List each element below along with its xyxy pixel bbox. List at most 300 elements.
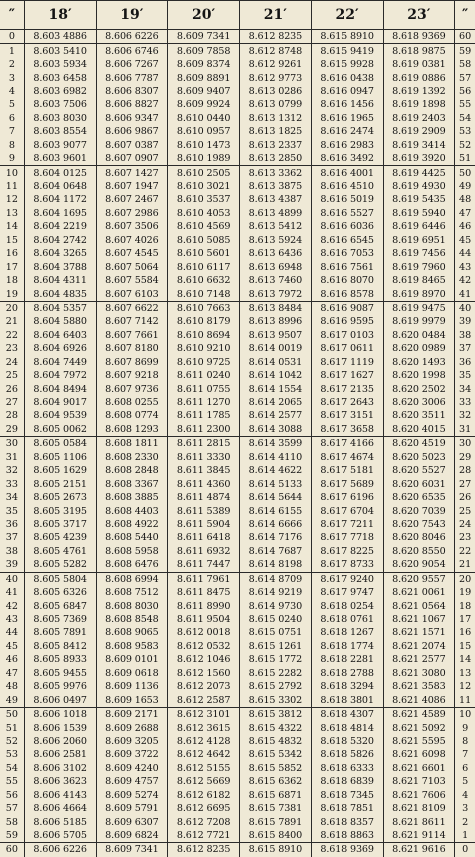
log-value: 8.606 6226	[24, 843, 96, 857]
log-value: 8.611 5904	[168, 518, 240, 531]
log-value: 8.607 0387	[96, 139, 168, 152]
log-value: 8.617 9240	[311, 572, 383, 586]
log-value: 8.619 0886	[383, 71, 455, 84]
seconds-right: 16	[455, 626, 475, 639]
seconds-left: 6	[8, 112, 15, 124]
seconds-right: 0	[455, 843, 475, 857]
log-value: 8.609 3205	[96, 735, 168, 748]
log-value: 8.617 4674	[311, 451, 383, 464]
table-row	[0, 451, 475, 464]
log-value: 8.606 4664	[24, 802, 96, 815]
log-value: 8.611 3845	[168, 464, 240, 477]
seconds-left: 17	[5, 261, 18, 273]
log-value: 8.617 7718	[311, 531, 383, 544]
log-value: 8.605 2151	[24, 477, 96, 490]
seconds-right: 18	[455, 599, 475, 612]
seconds-right: 58	[455, 58, 475, 71]
log-value: 8.611 7961	[168, 572, 240, 586]
log-value: 8.610 3537	[168, 193, 240, 206]
log-value: 8.607 5064	[96, 260, 168, 273]
log-value: 8.610 5085	[168, 234, 240, 247]
seconds-right: 34	[455, 382, 475, 395]
log-value: 8.613 2337	[240, 139, 312, 152]
log-value: 8.605 7369	[24, 613, 96, 626]
log-value: 8.618 0761	[311, 613, 383, 626]
log-value: 8.620 3006	[383, 396, 455, 409]
log-value: 8.608 5440	[96, 531, 168, 544]
log-value: 8.609 8374	[168, 58, 240, 71]
log-value: 8.613 5412	[240, 220, 312, 233]
log-value: 8.614 4622	[240, 464, 312, 477]
log-value: 8.608 9583	[96, 640, 168, 653]
log-value: 8.621 2577	[383, 653, 455, 666]
log-value: 8.608 5958	[96, 545, 168, 558]
log-value: 8.620 9054	[383, 558, 455, 572]
log-value: 8.609 4240	[96, 762, 168, 775]
log-value: 8.603 5934	[24, 58, 96, 71]
log-value: 8.621 6601	[383, 762, 455, 775]
log-value: 8.609 1136	[96, 680, 168, 693]
log-value: 8.614 3088	[240, 423, 312, 437]
log-value: 8.614 5133	[240, 477, 312, 490]
seconds-right: 19	[455, 586, 475, 599]
log-value: 8.614 9730	[240, 599, 312, 612]
table-body	[0, 30, 475, 857]
log-value: 8.606 8307	[96, 85, 168, 98]
log-value: 8.619 2909	[383, 125, 455, 138]
log-value: 8.614 1554	[240, 382, 312, 395]
table-row	[0, 301, 475, 315]
seconds-right: 5	[455, 775, 475, 788]
log-value: 8.615 8400	[240, 829, 312, 843]
table-row	[0, 260, 475, 273]
log-value: 8.615 0240	[240, 613, 312, 626]
seconds-right: 28	[455, 464, 475, 477]
table-row	[0, 613, 475, 626]
log-value: 8.621 5595	[383, 735, 455, 748]
log-value: 8.612 8748	[240, 44, 312, 58]
log-value: 8.620 0989	[383, 342, 455, 355]
log-value: 8.620 7543	[383, 518, 455, 531]
log-value: 8.609 7341	[96, 843, 168, 857]
log-value: 8.609 6307	[96, 815, 168, 828]
log-value: 8.605 7891	[24, 626, 96, 639]
log-value: 8.610 4053	[168, 207, 240, 220]
log-value: 8.619 9979	[383, 315, 455, 328]
log-value: 8.608 8030	[96, 599, 168, 612]
log-value: 8.618 7851	[311, 802, 383, 815]
log-value: 8.620 9557	[383, 572, 455, 586]
log-value: 8.609 8891	[168, 71, 240, 84]
log-value: 8.618 1774	[311, 640, 383, 653]
log-value: 8.605 6326	[24, 586, 96, 599]
table-row	[0, 518, 475, 531]
log-value: 8.604 7972	[24, 369, 96, 382]
seconds-right: 53	[455, 125, 475, 138]
table-row	[0, 369, 475, 382]
seconds-right: 54	[455, 112, 475, 125]
log-value: 8.613 5924	[240, 234, 312, 247]
log-value: 8.613 7460	[240, 274, 312, 287]
log-value: 8.613 4899	[240, 207, 312, 220]
seconds-right: 45	[455, 234, 475, 247]
log-value: 8.619 7456	[383, 247, 455, 260]
log-value: 8.619 0381	[383, 58, 455, 71]
seconds-left: 37	[5, 532, 18, 544]
log-value: 8.610 4569	[168, 220, 240, 233]
log-value: 8.621 8611	[383, 815, 455, 828]
log-value: 8.606 8827	[96, 98, 168, 111]
seconds-left: 53	[5, 749, 18, 761]
log-value: 8.605 8933	[24, 653, 96, 666]
log-value: 8.606 0497	[24, 693, 96, 707]
log-value: 8.612 6695	[168, 802, 240, 815]
seconds-right: 50	[455, 166, 475, 180]
log-value: 8.621 8109	[383, 802, 455, 815]
table-row	[0, 667, 475, 680]
log-value: 8.621 7606	[383, 789, 455, 802]
seconds-left: 39	[0, 558, 24, 572]
log-value: 8.606 5705	[24, 829, 96, 843]
table-row	[0, 599, 475, 612]
log-value: 8.621 5092	[383, 721, 455, 734]
log-value: 8.618 1267	[311, 626, 383, 639]
log-value: 8.607 2986	[96, 207, 168, 220]
log-value: 8.621 4589	[383, 707, 455, 721]
log-value: 8.604 1172	[24, 193, 96, 206]
seconds-left: 35	[5, 505, 18, 517]
log-value: 8.604 0125	[24, 166, 96, 180]
log-value: 8.612 3101	[168, 707, 240, 721]
seconds-right: 3	[455, 802, 475, 815]
seconds-right: 37	[455, 342, 475, 355]
log-value: 8.611 8475	[168, 586, 240, 599]
seconds-right: 51	[455, 152, 475, 166]
seconds-right: 6	[455, 762, 475, 775]
table-row	[0, 274, 475, 287]
table-row	[0, 721, 475, 734]
log-value: 8.616 1456	[311, 98, 383, 111]
log-value: 8.618 9875	[383, 44, 455, 58]
log-value: 8.609 9407	[168, 85, 240, 98]
log-value: 8.618 4307	[311, 707, 383, 721]
seconds-left: 22	[5, 329, 18, 341]
log-value: 8.607 3506	[96, 220, 168, 233]
seconds-left: 11	[5, 181, 18, 193]
log-value: 8.604 5880	[24, 315, 96, 328]
table-row	[0, 409, 475, 422]
log-value: 8.618 2281	[311, 653, 383, 666]
log-value: 8.606 7267	[96, 58, 168, 71]
log-value: 8.604 6926	[24, 342, 96, 355]
log-value: 8.618 7345	[311, 789, 383, 802]
seconds-left: 49	[0, 693, 24, 707]
seconds-left: 36	[5, 518, 18, 530]
log-value: 8.607 2467	[96, 193, 168, 206]
minute-header: 21′	[240, 1, 312, 30]
seconds-left: 34	[5, 492, 18, 504]
log-value: 8.618 4814	[311, 721, 383, 734]
log-value: 8.607 5584	[96, 274, 168, 287]
log-value: 8.617 3151	[311, 409, 383, 422]
table-row	[0, 382, 475, 395]
log-value: 8.607 4545	[96, 247, 168, 260]
log-value: 8.612 3615	[168, 721, 240, 734]
seconds-right: 22	[455, 545, 475, 558]
table-row	[0, 315, 475, 328]
log-value: 8.605 2673	[24, 491, 96, 504]
seconds-left: 16	[5, 248, 18, 260]
table-row	[0, 775, 475, 788]
log-value: 8.609 7341	[168, 30, 240, 44]
log-value: 8.621 2074	[383, 640, 455, 653]
log-value: 8.610 0440	[168, 112, 240, 125]
table-row	[0, 693, 475, 707]
log-value: 8.608 2330	[96, 451, 168, 464]
log-value: 8.620 2502	[383, 382, 455, 395]
log-value: 8.615 8910	[311, 30, 383, 44]
log-value: 8.621 9616	[383, 843, 455, 857]
log-value: 8.607 9736	[96, 382, 168, 395]
table-row	[0, 356, 475, 369]
seconds-left: 27	[5, 397, 18, 409]
log-value: 8.615 4832	[240, 735, 312, 748]
log-value: 8.615 2792	[240, 680, 312, 693]
log-value: 8.615 6871	[240, 789, 312, 802]
table-row	[0, 477, 475, 490]
log-value: 8.617 1627	[311, 369, 383, 382]
log-value: 8.620 7039	[383, 504, 455, 517]
log-value: 8.607 8699	[96, 356, 168, 369]
header-row	[0, 1, 475, 30]
log-value: 8.612 9773	[240, 71, 312, 84]
log-value: 8.619 8465	[383, 274, 455, 287]
table-row	[0, 98, 475, 111]
table-row	[0, 152, 475, 166]
log-value: 8.616 4510	[311, 180, 383, 193]
log-value: 8.605 8412	[24, 640, 96, 653]
log-value: 8.619 5940	[383, 207, 455, 220]
seconds-right: 57	[455, 71, 475, 84]
log-value: 8.616 9595	[311, 315, 383, 328]
log-value: 8.609 1653	[96, 693, 168, 707]
seconds-left: 21	[5, 316, 18, 328]
log-value: 8.611 3330	[168, 451, 240, 464]
log-value: 8.616 8070	[311, 274, 383, 287]
log-value: 8.611 7447	[168, 558, 240, 572]
log-value: 8.604 9539	[24, 409, 96, 422]
seconds-left: 29	[0, 423, 24, 437]
log-value: 8.604 4311	[24, 274, 96, 287]
table-row	[0, 423, 475, 437]
log-value: 8.606 9867	[96, 125, 168, 138]
log-value: 8.610 9725	[168, 356, 240, 369]
seconds-right: 26	[455, 491, 475, 504]
log-value: 8.612 8235	[168, 843, 240, 857]
log-value: 8.609 3722	[96, 748, 168, 761]
log-value: 8.620 3511	[383, 409, 455, 422]
log-value: 8.613 8996	[240, 315, 312, 328]
log-value: 8.608 8548	[96, 613, 168, 626]
log-value: 8.614 8709	[240, 572, 312, 586]
log-value: 8.605 9455	[24, 667, 96, 680]
log-value: 8.612 6182	[168, 789, 240, 802]
seconds-header-left: ″	[0, 1, 24, 30]
log-value: 8.621 1571	[383, 626, 455, 639]
log-value: 8.618 6839	[311, 775, 383, 788]
log-value: 8.615 5342	[240, 748, 312, 761]
seconds-right: 24	[455, 518, 475, 531]
log-value: 8.615 2282	[240, 667, 312, 680]
log-value: 8.610 8179	[168, 315, 240, 328]
seconds-left: 8	[8, 139, 15, 151]
table-row	[0, 491, 475, 504]
log-value: 8.605 1629	[24, 464, 96, 477]
table-row	[0, 139, 475, 152]
log-value: 8.621 6098	[383, 748, 455, 761]
table-row	[0, 342, 475, 355]
log-value: 8.607 9218	[96, 369, 168, 382]
log-value: 8.614 4110	[240, 451, 312, 464]
seconds-left: 12	[5, 194, 18, 206]
log-value: 8.605 3717	[24, 518, 96, 531]
log-value: 8.605 5804	[24, 572, 96, 586]
log-value: 8.609 6824	[96, 829, 168, 843]
table-row	[0, 58, 475, 71]
log-value: 8.609 7858	[168, 44, 240, 58]
log-value: 8.612 4642	[168, 748, 240, 761]
log-value: 8.616 7053	[311, 247, 383, 260]
log-value: 8.611 4360	[168, 477, 240, 490]
seconds-right: 33	[455, 396, 475, 409]
log-value: 8.611 1270	[168, 396, 240, 409]
seconds-right: 17	[455, 613, 475, 626]
table-row	[0, 44, 475, 58]
seconds-left: 30	[5, 438, 18, 450]
seconds-left: 50	[5, 709, 18, 721]
log-value: 8.613 1825	[240, 125, 312, 138]
log-value: 8.619 3920	[383, 152, 455, 166]
seconds-right: 59	[455, 44, 475, 58]
seconds-right: 56	[455, 85, 475, 98]
log-value: 8.619 5435	[383, 193, 455, 206]
log-value: 8.608 3885	[96, 491, 168, 504]
seconds-left: 25	[5, 370, 18, 382]
log-value: 8.616 9087	[311, 301, 383, 315]
log-value: 8.616 6545	[311, 234, 383, 247]
log-value: 8.614 7176	[240, 531, 312, 544]
seconds-left: 43	[5, 614, 18, 626]
seconds-left: 42	[5, 600, 18, 612]
log-value: 8.612 5669	[168, 775, 240, 788]
seconds-left: 10	[5, 167, 18, 179]
seconds-right: 11	[455, 693, 475, 707]
log-value: 8.621 0061	[383, 586, 455, 599]
log-value: 8.606 1018	[24, 707, 96, 721]
log-value: 8.611 6418	[168, 531, 240, 544]
seconds-left: 51	[5, 722, 18, 734]
log-value: 8.620 4519	[383, 437, 455, 451]
log-value: 8.615 5852	[240, 762, 312, 775]
log-value: 8.615 7381	[240, 802, 312, 815]
seconds-left: 44	[5, 627, 18, 639]
seconds-left: 31	[5, 451, 18, 463]
seconds-right: 39	[455, 315, 475, 328]
log-value: 8.608 9065	[96, 626, 168, 639]
seconds-left: 19	[0, 287, 24, 301]
log-value: 8.616 5527	[311, 207, 383, 220]
log-value: 8.614 5644	[240, 491, 312, 504]
log-value: 8.603 9601	[24, 152, 96, 166]
log-value: 8.620 4015	[383, 423, 455, 437]
log-value: 8.607 4026	[96, 234, 168, 247]
log-value: 8.605 0584	[24, 437, 96, 451]
table-row	[0, 815, 475, 828]
log-value: 8.614 8198	[240, 558, 312, 572]
log-value: 8.603 9077	[24, 139, 96, 152]
seconds-right: 44	[455, 247, 475, 260]
log-value: 8.614 7687	[240, 545, 312, 558]
log-value: 8.616 2474	[311, 125, 383, 138]
log-value: 8.619 7960	[383, 260, 455, 273]
table-row	[0, 166, 475, 180]
table-row	[0, 125, 475, 138]
log-value: 8.613 0286	[240, 85, 312, 98]
log-value: 8.616 1965	[311, 112, 383, 125]
log-value: 8.611 1785	[168, 409, 240, 422]
log-value: 8.615 1772	[240, 653, 312, 666]
log-value: 8.612 8235	[240, 30, 312, 44]
seconds-right: 47	[455, 207, 475, 220]
log-value: 8.613 7972	[240, 287, 312, 301]
log-value: 8.620 6031	[383, 477, 455, 490]
seconds-right: 2	[455, 815, 475, 828]
log-value: 8.617 6704	[311, 504, 383, 517]
log-value: 8.621 1067	[383, 613, 455, 626]
log-value: 8.619 9475	[383, 301, 455, 315]
table-row	[0, 748, 475, 761]
log-value: 8.612 2073	[168, 680, 240, 693]
log-value: 8.614 3599	[240, 437, 312, 451]
table-row	[0, 71, 475, 84]
table-row	[0, 640, 475, 653]
log-value: 8.606 9347	[96, 112, 168, 125]
log-value: 8.610 2505	[168, 166, 240, 180]
seconds-right: 13	[455, 667, 475, 680]
log-value: 8.619 4930	[383, 180, 455, 193]
log-value: 8.619 6951	[383, 234, 455, 247]
log-value: 8.614 2577	[240, 409, 312, 422]
seconds-right: 40	[455, 301, 475, 315]
table-row	[0, 437, 475, 451]
table-row	[0, 287, 475, 301]
log-value: 8.611 9504	[168, 613, 240, 626]
table-row	[0, 112, 475, 125]
log-value: 8.605 9976	[24, 680, 96, 693]
log-value: 8.617 7211	[311, 518, 383, 531]
seconds-left: 1	[8, 45, 15, 57]
log-value: 8.608 2848	[96, 464, 168, 477]
table-row	[0, 802, 475, 815]
log-value: 8.608 4922	[96, 518, 168, 531]
log-value: 8.620 5527	[383, 464, 455, 477]
seconds-left: 18	[5, 275, 18, 287]
log-value: 8.613 4387	[240, 193, 312, 206]
log-value: 8.604 0648	[24, 180, 96, 193]
log-value: 8.604 2219	[24, 220, 96, 233]
log-value: 8.613 3362	[240, 166, 312, 180]
table-row	[0, 329, 475, 342]
